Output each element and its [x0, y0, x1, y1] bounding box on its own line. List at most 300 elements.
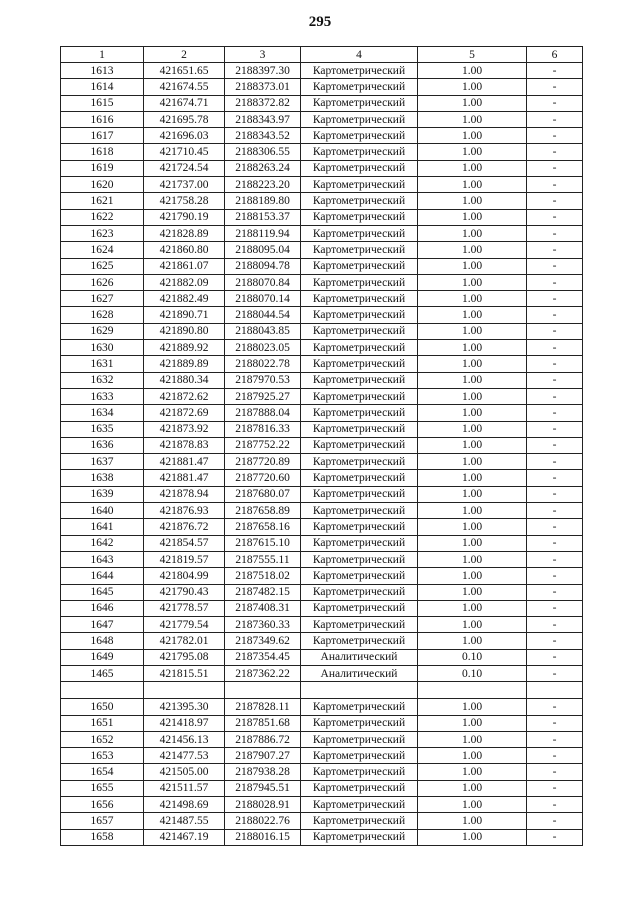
point-number-cell: 1655: [61, 780, 144, 796]
point-number-cell: 1619: [61, 160, 144, 176]
table-row: [61, 291, 583, 307]
point-number-cell: 1620: [61, 177, 144, 193]
table-row: [61, 568, 583, 584]
y-coordinate-cell: 2188028.91: [225, 797, 301, 813]
x-coordinate-cell: 421674.55: [144, 79, 225, 95]
precision-cell: 1.00: [418, 568, 527, 584]
precision-cell: 1.00: [418, 144, 527, 160]
table-row: [61, 193, 583, 209]
method-cell: Картометрический: [301, 748, 418, 764]
precision-cell: 1.00: [418, 128, 527, 144]
point-number-cell: 1636: [61, 437, 144, 453]
note-cell: -: [527, 503, 583, 519]
method-cell: Картометрический: [301, 584, 418, 600]
table-row: [61, 617, 583, 633]
y-coordinate-cell: 2187925.27: [225, 388, 301, 404]
table-row: [61, 535, 583, 551]
method-cell: Картометрический: [301, 144, 418, 160]
method-cell: Картометрический: [301, 63, 418, 79]
precision-cell: 1.00: [418, 95, 527, 111]
y-coordinate-cell: 2188372.82: [225, 95, 301, 111]
precision-cell: 1.00: [418, 454, 527, 470]
column-header-2: 2: [144, 47, 225, 63]
note-cell: -: [527, 649, 583, 665]
table-row: [61, 454, 583, 470]
note-cell: -: [527, 715, 583, 731]
precision-cell: 1.00: [418, 731, 527, 747]
point-number-cell: 1618: [61, 144, 144, 160]
table-row: [61, 551, 583, 567]
method-cell: Картометрический: [301, 128, 418, 144]
method-cell: Картометрический: [301, 519, 418, 535]
x-coordinate-cell: 421651.65: [144, 63, 225, 79]
y-coordinate-cell: 2188373.01: [225, 79, 301, 95]
y-coordinate-cell: 2187658.16: [225, 519, 301, 535]
method-cell: Картометрический: [301, 797, 418, 813]
note-cell: -: [527, 258, 583, 274]
x-coordinate-cell: 421779.54: [144, 617, 225, 633]
table-row: [61, 600, 583, 616]
x-coordinate-cell: 421737.00: [144, 177, 225, 193]
note-cell: -: [527, 63, 583, 79]
column-header-1: 1: [61, 47, 144, 63]
table-row: [61, 307, 583, 323]
table-header: [61, 47, 583, 63]
note-cell: -: [527, 535, 583, 551]
point-number-cell: 1644: [61, 568, 144, 584]
y-coordinate-cell: 2187888.04: [225, 405, 301, 421]
point-number-cell: 1625: [61, 258, 144, 274]
y-coordinate-cell: 2187555.11: [225, 551, 301, 567]
note-cell: -: [527, 797, 583, 813]
point-number-cell: 1615: [61, 95, 144, 111]
y-coordinate-cell: [225, 682, 301, 699]
precision-cell: 1.00: [418, 829, 527, 845]
table-row: [61, 79, 583, 95]
method-cell: Аналитический: [301, 649, 418, 665]
y-coordinate-cell: 2187907.27: [225, 748, 301, 764]
method-cell: Картометрический: [301, 470, 418, 486]
point-number-cell: 1614: [61, 79, 144, 95]
y-coordinate-cell: 2188070.14: [225, 291, 301, 307]
table-row: [61, 715, 583, 731]
note-cell: [527, 682, 583, 699]
y-coordinate-cell: 2187680.07: [225, 486, 301, 502]
precision-cell: 0.10: [418, 649, 527, 665]
method-cell: Картометрический: [301, 617, 418, 633]
note-cell: -: [527, 731, 583, 747]
table-row: [61, 274, 583, 290]
table-row: [61, 682, 583, 699]
column-header-5: 5: [418, 47, 527, 63]
point-number-cell: 1634: [61, 405, 144, 421]
point-number-cell: 1627: [61, 291, 144, 307]
note-cell: -: [527, 551, 583, 567]
precision-cell: 1.00: [418, 111, 527, 127]
precision-cell: 1.00: [418, 699, 527, 715]
precision-cell: 1.00: [418, 274, 527, 290]
precision-cell: 1.00: [418, 748, 527, 764]
x-coordinate-cell: 421724.54: [144, 160, 225, 176]
point-number-cell: 1622: [61, 209, 144, 225]
y-coordinate-cell: 2187354.45: [225, 649, 301, 665]
x-coordinate-cell: 421790.19: [144, 209, 225, 225]
point-number-cell: 1638: [61, 470, 144, 486]
method-cell: Картометрический: [301, 551, 418, 567]
note-cell: -: [527, 519, 583, 535]
y-coordinate-cell: 2187851.68: [225, 715, 301, 731]
note-cell: -: [527, 584, 583, 600]
precision-cell: 1.00: [418, 519, 527, 535]
y-coordinate-cell: 2188022.78: [225, 356, 301, 372]
precision-cell: 1.00: [418, 388, 527, 404]
coordinates-table: [60, 46, 583, 846]
note-cell: -: [527, 160, 583, 176]
point-number-cell: 1624: [61, 242, 144, 258]
table-row: [61, 323, 583, 339]
precision-cell: 1.00: [418, 421, 527, 437]
y-coordinate-cell: 2188306.55: [225, 144, 301, 160]
note-cell: -: [527, 291, 583, 307]
precision-cell: 1.00: [418, 291, 527, 307]
y-coordinate-cell: 2188094.78: [225, 258, 301, 274]
note-cell: -: [527, 470, 583, 486]
precision-cell: 1.00: [418, 486, 527, 502]
table-row: [61, 437, 583, 453]
table-row: [61, 144, 583, 160]
table-row: [61, 486, 583, 502]
point-number-cell: 1626: [61, 274, 144, 290]
y-coordinate-cell: 2187720.60: [225, 470, 301, 486]
x-coordinate-cell: 421890.80: [144, 323, 225, 339]
y-coordinate-cell: 2187816.33: [225, 421, 301, 437]
y-coordinate-cell: 2188070.84: [225, 274, 301, 290]
method-cell: Картометрический: [301, 568, 418, 584]
y-coordinate-cell: 2187720.89: [225, 454, 301, 470]
table-row: [61, 225, 583, 241]
x-coordinate-cell: 421487.55: [144, 813, 225, 829]
method-cell: Картометрический: [301, 829, 418, 845]
note-cell: -: [527, 177, 583, 193]
precision-cell: 1.00: [418, 551, 527, 567]
note-cell: -: [527, 437, 583, 453]
column-header-4: 4: [301, 47, 418, 63]
y-coordinate-cell: 2187886.72: [225, 731, 301, 747]
x-coordinate-cell: 421876.72: [144, 519, 225, 535]
precision-cell: 1.00: [418, 503, 527, 519]
y-coordinate-cell: 2188189.80: [225, 193, 301, 209]
y-coordinate-cell: 2188343.52: [225, 128, 301, 144]
table-row: [61, 584, 583, 600]
table-row: [61, 649, 583, 665]
x-coordinate-cell: 421505.00: [144, 764, 225, 780]
x-coordinate-cell: 421477.53: [144, 748, 225, 764]
note-cell: -: [527, 242, 583, 258]
precision-cell: 1.00: [418, 160, 527, 176]
precision-cell: 1.00: [418, 633, 527, 649]
precision-cell: 1.00: [418, 372, 527, 388]
note-cell: -: [527, 665, 583, 681]
y-coordinate-cell: 2187945.51: [225, 780, 301, 796]
point-number-cell: 1623: [61, 225, 144, 241]
note-cell: -: [527, 372, 583, 388]
column-header-3: 3: [225, 47, 301, 63]
precision-cell: 1.00: [418, 209, 527, 225]
precision-cell: 1.00: [418, 535, 527, 551]
point-number-cell: 1652: [61, 731, 144, 747]
method-cell: Картометрический: [301, 193, 418, 209]
header-row: [61, 47, 583, 63]
point-number-cell: 1641: [61, 519, 144, 535]
method-cell: Картометрический: [301, 340, 418, 356]
x-coordinate-cell: 421804.99: [144, 568, 225, 584]
method-cell: Картометрический: [301, 372, 418, 388]
y-coordinate-cell: 2187615.10: [225, 535, 301, 551]
method-cell: Картометрический: [301, 633, 418, 649]
table-row: [61, 797, 583, 813]
note-cell: -: [527, 568, 583, 584]
point-number-cell: 1656: [61, 797, 144, 813]
method-cell: Картометрический: [301, 79, 418, 95]
method-cell: Картометрический: [301, 95, 418, 111]
table-row: [61, 356, 583, 372]
y-coordinate-cell: 2187408.31: [225, 600, 301, 616]
point-number-cell: 1617: [61, 128, 144, 144]
method-cell: Картометрический: [301, 291, 418, 307]
point-number-cell: 1648: [61, 633, 144, 649]
precision-cell: 1.00: [418, 813, 527, 829]
x-coordinate-cell: 421880.34: [144, 372, 225, 388]
y-coordinate-cell: 2188095.04: [225, 242, 301, 258]
point-number-cell: 1653: [61, 748, 144, 764]
note-cell: -: [527, 405, 583, 421]
method-cell: Картометрический: [301, 535, 418, 551]
x-coordinate-cell: 421778.57: [144, 600, 225, 616]
table-row: [61, 160, 583, 176]
point-number-cell: 1649: [61, 649, 144, 665]
x-coordinate-cell: 421881.47: [144, 470, 225, 486]
table-row: [61, 63, 583, 79]
y-coordinate-cell: 2187938.28: [225, 764, 301, 780]
x-coordinate-cell: 421889.92: [144, 340, 225, 356]
note-cell: -: [527, 356, 583, 372]
x-coordinate-cell: 421872.62: [144, 388, 225, 404]
precision-cell: 1.00: [418, 63, 527, 79]
x-coordinate-cell: 421828.89: [144, 225, 225, 241]
note-cell: -: [527, 209, 583, 225]
point-number-cell: 1465: [61, 665, 144, 681]
y-coordinate-cell: 2188023.05: [225, 340, 301, 356]
note-cell: -: [527, 454, 583, 470]
precision-cell: 1.00: [418, 470, 527, 486]
x-coordinate-cell: 421498.69: [144, 797, 225, 813]
x-coordinate-cell: 421881.47: [144, 454, 225, 470]
table-row: [61, 128, 583, 144]
precision-cell: 1.00: [418, 715, 527, 731]
table-row: [61, 748, 583, 764]
y-coordinate-cell: 2188022.76: [225, 813, 301, 829]
note-cell: -: [527, 780, 583, 796]
precision-cell: 1.00: [418, 764, 527, 780]
precision-cell: 1.00: [418, 405, 527, 421]
table-row: [61, 258, 583, 274]
y-coordinate-cell: 2187482.15: [225, 584, 301, 600]
method-cell: Картометрический: [301, 486, 418, 502]
note-cell: -: [527, 95, 583, 111]
table-row: [61, 209, 583, 225]
y-coordinate-cell: 2188397.30: [225, 63, 301, 79]
x-coordinate-cell: 421467.19: [144, 829, 225, 845]
x-coordinate-cell: 421456.13: [144, 731, 225, 747]
point-number-cell: 1657: [61, 813, 144, 829]
note-cell: -: [527, 486, 583, 502]
y-coordinate-cell: 2187828.11: [225, 699, 301, 715]
x-coordinate-cell: 421854.57: [144, 535, 225, 551]
table-row: [61, 813, 583, 829]
point-number-cell: 1632: [61, 372, 144, 388]
method-cell: Картометрический: [301, 600, 418, 616]
x-coordinate-cell: 421511.57: [144, 780, 225, 796]
y-coordinate-cell: 2188343.97: [225, 111, 301, 127]
x-coordinate-cell: 421878.83: [144, 437, 225, 453]
point-number-cell: 1616: [61, 111, 144, 127]
precision-cell: 1.00: [418, 437, 527, 453]
note-cell: -: [527, 388, 583, 404]
table-row: [61, 764, 583, 780]
table-row: [61, 829, 583, 845]
y-coordinate-cell: 2188016.15: [225, 829, 301, 845]
precision-cell: 1.00: [418, 193, 527, 209]
table-row: [61, 699, 583, 715]
note-cell: -: [527, 340, 583, 356]
x-coordinate-cell: 421889.89: [144, 356, 225, 372]
table-row: [61, 388, 583, 404]
x-coordinate-cell: 421882.09: [144, 274, 225, 290]
note-cell: -: [527, 79, 583, 95]
precision-cell: 1.00: [418, 242, 527, 258]
y-coordinate-cell: 2187752.22: [225, 437, 301, 453]
method-cell: Картометрический: [301, 242, 418, 258]
table-row: [61, 731, 583, 747]
y-coordinate-cell: 2188263.24: [225, 160, 301, 176]
x-coordinate-cell: 421873.92: [144, 421, 225, 437]
x-coordinate-cell: 421782.01: [144, 633, 225, 649]
x-coordinate-cell: 421395.30: [144, 699, 225, 715]
precision-cell: 1.00: [418, 177, 527, 193]
method-cell: Картометрический: [301, 274, 418, 290]
note-cell: -: [527, 307, 583, 323]
note-cell: -: [527, 748, 583, 764]
precision-cell: 1.00: [418, 584, 527, 600]
x-coordinate-cell: 421790.43: [144, 584, 225, 600]
point-number-cell: 1647: [61, 617, 144, 633]
table-row: [61, 470, 583, 486]
method-cell: Картометрический: [301, 388, 418, 404]
precision-cell: 1.00: [418, 797, 527, 813]
point-number-cell: 1643: [61, 551, 144, 567]
table-row: [61, 780, 583, 796]
y-coordinate-cell: 2188119.94: [225, 225, 301, 241]
method-cell: Картометрический: [301, 323, 418, 339]
x-coordinate-cell: 421710.45: [144, 144, 225, 160]
note-cell: -: [527, 225, 583, 241]
point-number-cell: 1628: [61, 307, 144, 323]
method-cell: Картометрический: [301, 813, 418, 829]
x-coordinate-cell: 421819.57: [144, 551, 225, 567]
point-number-cell: 1637: [61, 454, 144, 470]
precision-cell: 1.00: [418, 307, 527, 323]
note-cell: -: [527, 111, 583, 127]
method-cell: [301, 682, 418, 699]
method-cell: Картометрический: [301, 405, 418, 421]
y-coordinate-cell: 2187349.62: [225, 633, 301, 649]
table-row: [61, 665, 583, 681]
point-number-cell: 1635: [61, 421, 144, 437]
x-coordinate-cell: 421872.69: [144, 405, 225, 421]
point-number-cell: 1646: [61, 600, 144, 616]
table-row: [61, 340, 583, 356]
x-coordinate-cell: 421696.03: [144, 128, 225, 144]
method-cell: Картометрический: [301, 160, 418, 176]
note-cell: -: [527, 617, 583, 633]
point-number-cell: 1639: [61, 486, 144, 502]
note-cell: -: [527, 764, 583, 780]
x-coordinate-cell: 421695.78: [144, 111, 225, 127]
method-cell: Картометрический: [301, 454, 418, 470]
method-cell: Картометрический: [301, 225, 418, 241]
method-cell: Картометрический: [301, 307, 418, 323]
method-cell: Картометрический: [301, 177, 418, 193]
table-row: [61, 177, 583, 193]
column-header-6: 6: [527, 47, 583, 63]
point-number-cell: 1633: [61, 388, 144, 404]
point-number-cell: 1654: [61, 764, 144, 780]
method-cell: Картометрический: [301, 503, 418, 519]
point-number-cell: 1642: [61, 535, 144, 551]
method-cell: Аналитический: [301, 665, 418, 681]
precision-cell: 1.00: [418, 323, 527, 339]
method-cell: Картометрический: [301, 699, 418, 715]
point-number-cell: 1650: [61, 699, 144, 715]
note-cell: -: [527, 829, 583, 845]
table-row: [61, 503, 583, 519]
table-row: [61, 95, 583, 111]
precision-cell: 1.00: [418, 617, 527, 633]
note-cell: -: [527, 144, 583, 160]
x-coordinate-cell: 421876.93: [144, 503, 225, 519]
page-number: 295: [308, 14, 332, 30]
method-cell: Картометрический: [301, 111, 418, 127]
point-number-cell: 1640: [61, 503, 144, 519]
precision-cell: 1.00: [418, 600, 527, 616]
method-cell: Картометрический: [301, 421, 418, 437]
point-number-cell: 1651: [61, 715, 144, 731]
point-number-cell: 1658: [61, 829, 144, 845]
x-coordinate-cell: 421882.49: [144, 291, 225, 307]
note-cell: -: [527, 128, 583, 144]
method-cell: Картометрический: [301, 356, 418, 372]
x-coordinate-cell: 421860.80: [144, 242, 225, 258]
table-row: [61, 519, 583, 535]
note-cell: -: [527, 699, 583, 715]
x-coordinate-cell: 421758.28: [144, 193, 225, 209]
note-cell: -: [527, 421, 583, 437]
table-row: [61, 421, 583, 437]
x-coordinate-cell: 421890.71: [144, 307, 225, 323]
precision-cell: 1.00: [418, 258, 527, 274]
point-number-cell: 1621: [61, 193, 144, 209]
y-coordinate-cell: 2188043.85: [225, 323, 301, 339]
